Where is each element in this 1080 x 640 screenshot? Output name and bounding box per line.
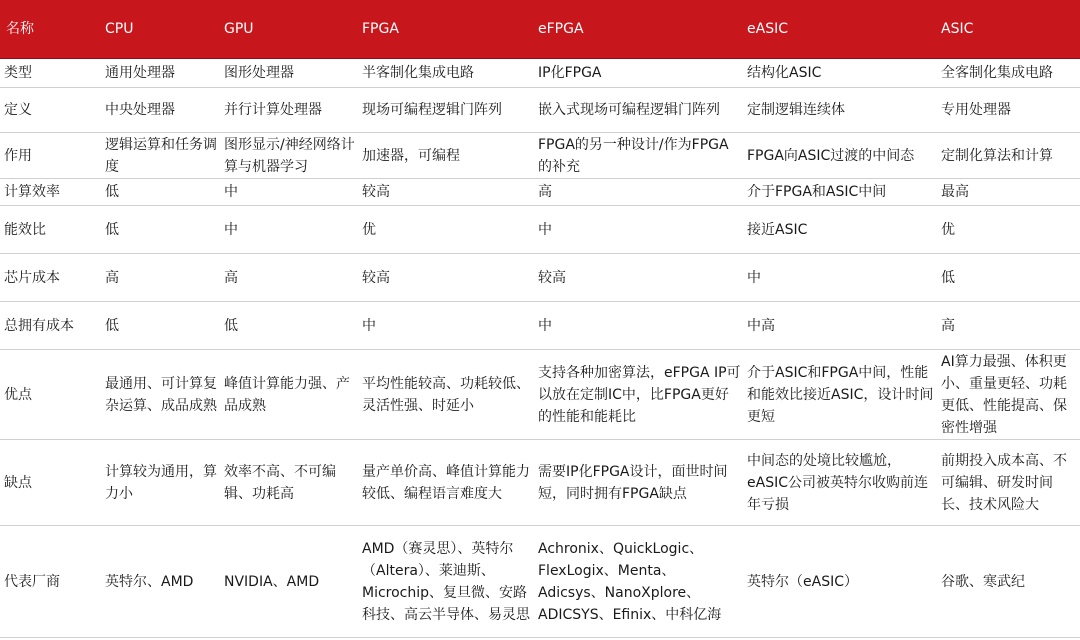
row-label: 定义	[0, 88, 99, 133]
table-cell: 中间态的处境比较尴尬，eASIC公司被英特尔收购前连年亏损	[741, 440, 935, 526]
row-label: 计算效率	[0, 179, 99, 206]
table-cell: 中	[741, 254, 935, 302]
table-cell: 介于ASIC和FPGA中间，性能和能效比接近ASIC，设计时间更短	[741, 350, 935, 440]
table-cell: 定制化算法和计算	[935, 133, 1080, 179]
table-cell: 中	[218, 179, 356, 206]
table-cell: 中	[218, 206, 356, 254]
table-cell: 较高	[356, 254, 532, 302]
header-cell-name: 名称	[0, 0, 99, 59]
table-cell: Achronix、QuickLogic、FlexLogix、Menta、Adicsys、NanoXplore、ADICSYS、Efinix、中科亿海	[532, 526, 741, 638]
table-cell: 效率不高、不可编辑、功耗高	[218, 440, 356, 526]
table-cell: NVIDIA、AMD	[218, 526, 356, 638]
table-row	[0, 440, 1080, 526]
table-cell: AMD（赛灵思）、英特尔（Altera）、莱迪斯、Microchip、复旦微、安路科技、高云半导体、易灵思	[356, 526, 532, 638]
table-cell: 较高	[356, 179, 532, 206]
table-cell: 谷歌、寒武纪	[935, 526, 1080, 638]
table-cell: 并行计算处理器	[218, 88, 356, 133]
table-cell: 高	[532, 179, 741, 206]
table-cell: 需要IP化FPGA设计，面世时间短，同时拥有FPGA缺点	[532, 440, 741, 526]
header-cell-gpu: GPU	[218, 0, 356, 59]
table-cell: 英特尔（eASIC）	[741, 526, 935, 638]
table-row	[0, 526, 1080, 638]
table-cell: 嵌入式现场可编程逻辑门阵列	[532, 88, 741, 133]
header-cell-efpga: eFPGA	[532, 0, 741, 59]
table-cell: 现场可编程逻辑门阵列	[356, 88, 532, 133]
row-label: 作用	[0, 133, 99, 179]
table-row	[0, 206, 1080, 254]
row-label: 优点	[0, 350, 99, 440]
table-cell: 图形显示/神经网络计算与机器学习	[218, 133, 356, 179]
table-cell: 图形处理器	[218, 59, 356, 88]
table-cell: 中	[356, 302, 532, 350]
row-label: 芯片成本	[0, 254, 99, 302]
table-cell: 中	[532, 206, 741, 254]
row-label: 类型	[0, 59, 99, 88]
table-cell: 英特尔、AMD	[99, 526, 218, 638]
table-row	[0, 179, 1080, 206]
table-cell: 专用处理器	[935, 88, 1080, 133]
table-cell: 优	[356, 206, 532, 254]
row-label: 代表厂商	[0, 526, 99, 638]
table-cell: 中高	[741, 302, 935, 350]
table-cell: 通用处理器	[99, 59, 218, 88]
table-cell: 较高	[532, 254, 741, 302]
table-cell: 中	[532, 302, 741, 350]
table-cell: 低	[99, 179, 218, 206]
table-cell: 高	[99, 254, 218, 302]
table-row	[0, 59, 1080, 88]
table-cell: 最通用、可计算复杂运算、成品成熟	[99, 350, 218, 440]
table-cell: AI算力最强、体积更小、重量更轻、功耗更低、性能提高、保密性增强	[935, 350, 1080, 440]
table-cell: 定制逻辑连续体	[741, 88, 935, 133]
table-cell: 前期投入成本高、不可编辑、研发时间长、技术风险大	[935, 440, 1080, 526]
table-cell: 全客制化集成电路	[935, 59, 1080, 88]
table-cell: 计算较为通用，算力小	[99, 440, 218, 526]
table-cell: 低	[218, 302, 356, 350]
table-cell: 加速器，可编程	[356, 133, 532, 179]
table-cell: 结构化ASIC	[741, 59, 935, 88]
header-cell-easic: eASIC	[741, 0, 935, 59]
table-cell: 半客制化集成电路	[356, 59, 532, 88]
table-cell: 量产单价高、峰值计算能力较低、编程语言难度大	[356, 440, 532, 526]
table-cell: 峰值计算能力强、产品成熟	[218, 350, 356, 440]
header-row	[0, 0, 1080, 59]
header-cell-cpu: CPU	[99, 0, 218, 59]
table-row	[0, 88, 1080, 133]
table-cell: FPGA的另一种设计/作为FPGA的补充	[532, 133, 741, 179]
table-cell: 中央处理器	[99, 88, 218, 133]
row-label: 缺点	[0, 440, 99, 526]
table-cell: 高	[935, 302, 1080, 350]
table-cell: 介于FPGA和ASIC中间	[741, 179, 935, 206]
row-label: 总拥有成本	[0, 302, 99, 350]
table-row	[0, 133, 1080, 179]
table-row	[0, 302, 1080, 350]
table-cell: 平均性能较高、功耗较低、灵活性强、时延小	[356, 350, 532, 440]
table-cell: 优	[935, 206, 1080, 254]
table-cell: 最高	[935, 179, 1080, 206]
table-cell: FPGA向ASIC过渡的中间态	[741, 133, 935, 179]
row-label: 能效比	[0, 206, 99, 254]
header-cell-fpga: FPGA	[356, 0, 532, 59]
table-cell: 接近ASIC	[741, 206, 935, 254]
table-row	[0, 350, 1080, 440]
table-row	[0, 254, 1080, 302]
table-cell: 支持各种加密算法，eFPGA IP可以放在定制IC中，比FPGA更好的性能和能耗比	[532, 350, 741, 440]
table-cell: 高	[218, 254, 356, 302]
table-cell: IP化FPGA	[532, 59, 741, 88]
table-cell: 低	[99, 302, 218, 350]
table-cell: 低	[935, 254, 1080, 302]
header-cell-asic: ASIC	[935, 0, 1080, 59]
table-cell: 低	[99, 206, 218, 254]
table-cell: 逻辑运算和任务调度	[99, 133, 218, 179]
